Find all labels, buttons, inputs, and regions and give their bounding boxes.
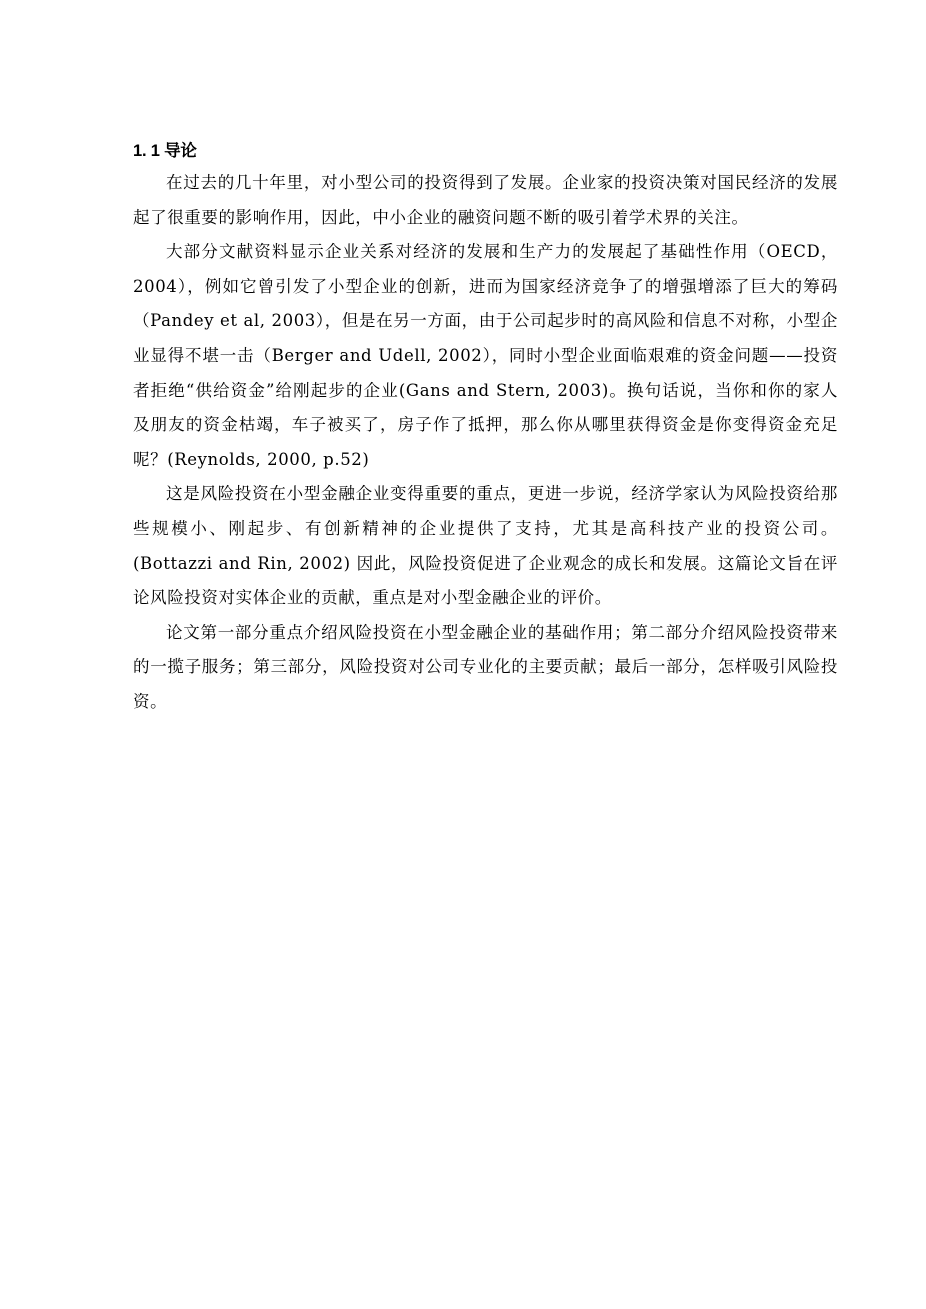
document-body	[133, 138, 838, 720]
paragraph-venture-capital: 这是风险投资在小型金融企业变得重要的重点，更进一步说，经济学家认为风险投资给那些规模小、刚起步、有创新精神的企业提供了支持，尤其是高科技产业的投资公司。(Bottazzi and Rin, 2002) 因此，风险投资促进了企业观念的成长和发展。这篇论文旨在评论风险投资对实体企业的贡献，重点是对小型金融企业的评价。	[133, 484, 838, 608]
paragraph-introduction: 在过去的几十年里，对小型公司的投资得到了发展。企业家的投资决策对国民经济的发展起了很重要的影响作用，因此，中小企业的融资问题不断的吸引着学术界的关注。	[133, 173, 838, 227]
section-heading: 1. 1 导论	[133, 142, 197, 160]
paragraph-literature: 大部分文献资料显示企业关系对经济的发展和生产力的发展起了基础性作用（OECD，2004），例如它曾引发了小型企业的创新，进而为国家经济竞争了的增强增添了巨大的筹码（Pandey et al, 2003），但是在另一方面，由于公司起步时的高风险和信息不对称，小型企业显得不堪一击（Berger and Udell, 2002），同时小型企业面临艰难的资金问题——投资者拒绝“供给资金”给刚起步的企业(Gans and Stern, 2003)。换句话说，当你和你的家人及朋友的资金枯竭，车子被买了，房子作了抵押，那么你从哪里获得资金是你变得资金充足呢？(Reynolds, 2000, p.52)	[133, 242, 838, 469]
paragraph-structure: 论文第一部分重点介绍风险投资在小型金融企业的基础作用；第二部分介绍风险投资带来的一揽子服务；第三部分，风险投资对公司专业化的主要贡献；最后一部分，怎样吸引风险投资。	[133, 622, 838, 711]
